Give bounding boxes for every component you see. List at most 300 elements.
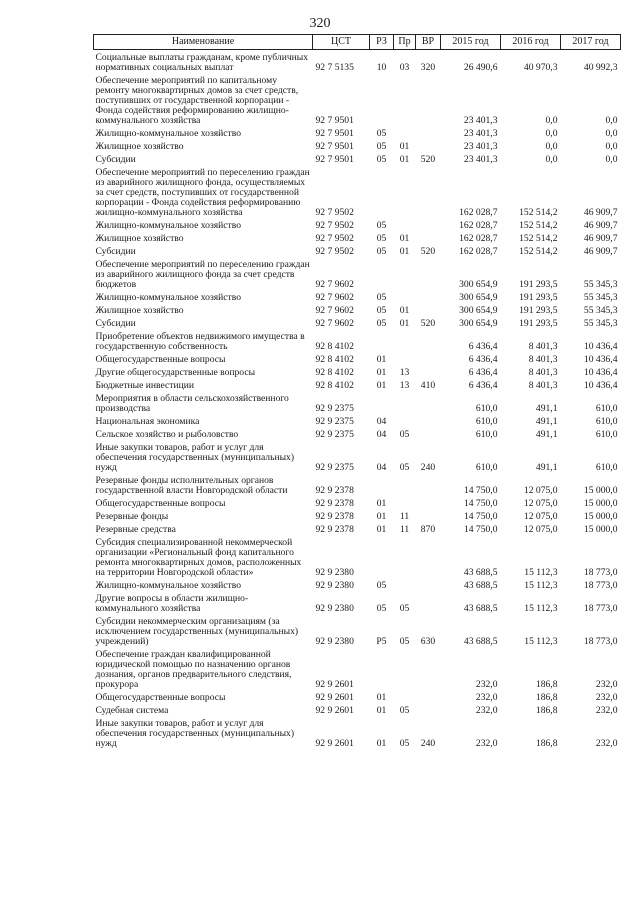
cell-name: Жилищное хозяйство xyxy=(95,141,184,152)
cell-name: Резервные фонды xyxy=(95,511,169,522)
cell-2017: 232,0 xyxy=(595,705,618,716)
cell-name: Субсидия специализированной некоммерческой организации «Региональный фонд капитального ремонта многоквартирных домов, расположенных на территории Новгородской области» xyxy=(95,537,302,578)
cell-2016: 491,1 xyxy=(535,403,558,414)
table-row xyxy=(94,690,621,703)
cell-rz xyxy=(370,73,394,126)
cell-rz: 01 xyxy=(376,498,387,509)
cell-2017: 10 436,4 xyxy=(583,367,618,378)
cell-2016: 191 293,5 xyxy=(519,318,558,329)
table-row xyxy=(94,522,621,535)
header-2016: 2016 год xyxy=(501,35,561,50)
cell-vr: 410 xyxy=(420,380,436,391)
cell-name: Другие вопросы в области жилищно-коммунального хозяйства xyxy=(95,593,249,614)
cell-2015: 232,0 xyxy=(475,679,498,690)
cell-rz: 01 xyxy=(376,705,387,716)
cell-name: Резервные фонды исполнительных органов государственной власти Новгородской области xyxy=(95,475,288,496)
cell-cst: 92 9 2375 xyxy=(315,429,354,440)
cell-pr xyxy=(394,329,416,352)
cell-2016: 191 293,5 xyxy=(519,292,558,303)
cell-2017: 15 000,0 xyxy=(583,485,618,496)
cell-rz: Р5 xyxy=(376,636,387,647)
table-row xyxy=(94,647,621,690)
cell-rz: 05 xyxy=(376,580,387,591)
cell-cst: 92 8 4102 xyxy=(315,354,354,365)
cell-vr xyxy=(416,352,441,365)
cell-2017: 55 345,3 xyxy=(583,318,618,329)
cell-name: Бюджетные инвестиции xyxy=(95,380,194,391)
cell-pr: 01 xyxy=(399,154,410,165)
cell-2016: 186,8 xyxy=(535,738,558,749)
cell-vr xyxy=(416,73,441,126)
cell-2017: 18 773,0 xyxy=(583,603,618,614)
cell-2015: 43 688,5 xyxy=(463,567,498,578)
cell-vr xyxy=(416,218,441,231)
cell-2015: 610,0 xyxy=(475,429,498,440)
budget-table xyxy=(93,34,621,749)
cell-2017: 610,0 xyxy=(595,416,618,427)
cell-vr xyxy=(416,139,441,152)
cell-pr xyxy=(394,578,416,591)
cell-name: Субсидии xyxy=(95,246,136,257)
cell-cst: 92 9 2601 xyxy=(315,692,354,703)
cell-pr xyxy=(394,218,416,231)
cell-2016: 0,0 xyxy=(545,128,558,139)
cell-pr: 05 xyxy=(399,705,410,716)
cell-2015: 610,0 xyxy=(475,462,498,473)
cell-name: Иные закупки товаров, работ и услуг для обеспечения государственных (муниципальных) нужд xyxy=(95,442,295,473)
cell-vr xyxy=(416,690,441,703)
table-row xyxy=(94,316,621,329)
cell-cst: 92 9 2378 xyxy=(315,524,354,535)
cell-vr xyxy=(416,290,441,303)
cell-name: Общегосударственные вопросы xyxy=(95,692,226,703)
cell-rz: 01 xyxy=(376,692,387,703)
table-row xyxy=(94,473,621,496)
cell-name: Общегосударственные вопросы xyxy=(95,354,226,365)
cell-2016: 8 401,3 xyxy=(528,380,558,391)
cell-cst: 92 7 9501 xyxy=(315,154,354,165)
cell-cst: 92 8 4102 xyxy=(315,380,354,391)
cell-rz: 01 xyxy=(376,354,387,365)
cell-pr: 01 xyxy=(399,233,410,244)
cell-cst: 92 8 4102 xyxy=(315,341,354,352)
cell-2016: 152 514,2 xyxy=(519,246,558,257)
table-row xyxy=(94,50,621,74)
cell-vr xyxy=(416,391,441,414)
table-row xyxy=(94,535,621,578)
cell-name: Мероприятия в области сельскохозяйственного производства xyxy=(95,393,289,414)
cell-2017: 15 000,0 xyxy=(583,511,618,522)
table-row xyxy=(94,427,621,440)
cell-cst: 92 9 2375 xyxy=(315,416,354,427)
cell-2015: 6 436,4 xyxy=(468,341,498,352)
cell-2015: 232,0 xyxy=(475,705,498,716)
cell-rz: 05 xyxy=(376,246,387,257)
cell-name: Резервные средства xyxy=(95,524,176,535)
cell-rz: 04 xyxy=(376,462,387,473)
cell-pr xyxy=(394,496,416,509)
cell-name: Другие общегосударственные вопросы xyxy=(95,367,256,378)
cell-cst: 92 7 9602 xyxy=(315,279,354,290)
header-2017: 2017 год xyxy=(561,35,621,50)
cell-cst: 92 7 9501 xyxy=(315,115,354,126)
cell-2015: 23 401,3 xyxy=(463,128,498,139)
table-row xyxy=(94,290,621,303)
header-name: Наименование xyxy=(94,35,313,50)
table-row xyxy=(94,703,621,716)
cell-pr xyxy=(394,647,416,690)
cell-2016: 12 075,0 xyxy=(523,498,558,509)
table-row xyxy=(94,509,621,522)
cell-vr: 320 xyxy=(420,62,436,73)
cell-pr xyxy=(394,414,416,427)
cell-cst: 92 7 9501 xyxy=(315,141,354,152)
cell-2016: 0,0 xyxy=(545,141,558,152)
cell-2015: 300 654,9 xyxy=(459,292,498,303)
cell-rz xyxy=(370,647,394,690)
cell-2017: 0,0 xyxy=(605,128,618,139)
cell-rz: 10 xyxy=(376,62,387,73)
cell-2017: 15 000,0 xyxy=(583,498,618,509)
table-row xyxy=(94,257,621,290)
cell-vr: 520 xyxy=(420,318,436,329)
header-pr: Пр xyxy=(394,35,416,50)
cell-cst: 92 7 9602 xyxy=(315,305,354,316)
cell-2016: 491,1 xyxy=(535,416,558,427)
cell-2017: 0,0 xyxy=(605,115,618,126)
cell-vr xyxy=(416,257,441,290)
cell-name: Жилищно-коммунальное хозяйство xyxy=(95,580,242,591)
cell-2016: 191 293,5 xyxy=(519,305,558,316)
cell-2015: 162 028,7 xyxy=(459,220,498,231)
cell-vr xyxy=(416,427,441,440)
cell-name: Социальные выплаты гражданам, кроме публичных нормативных социальных выплат xyxy=(95,52,309,73)
cell-2015: 26 490,6 xyxy=(463,62,498,73)
cell-pr xyxy=(394,690,416,703)
cell-cst: 92 9 2378 xyxy=(315,498,354,509)
cell-cst: 92 7 5135 xyxy=(315,62,354,73)
cell-2017: 46 909,7 xyxy=(583,246,618,257)
cell-2016: 491,1 xyxy=(535,462,558,473)
table-row xyxy=(94,440,621,473)
cell-2017: 46 909,7 xyxy=(583,233,618,244)
cell-name: Субсидии xyxy=(95,154,136,165)
cell-2016: 186,8 xyxy=(535,692,558,703)
cell-vr xyxy=(416,126,441,139)
cell-pr: 11 xyxy=(399,511,410,522)
cell-pr: 11 xyxy=(399,524,410,535)
cell-name: Иные закупки товаров, работ и услуг для обеспечения государственных (муниципальных) нужд xyxy=(95,718,295,749)
cell-rz: 05 xyxy=(376,141,387,152)
cell-name: Обеспечение граждан квалифицированной юридической помощью по назначению органов дознания, органов предварительного следствия, прокурора xyxy=(95,649,292,690)
page-number: 320 xyxy=(309,16,331,31)
table-row xyxy=(94,414,621,427)
cell-pr: 13 xyxy=(399,380,410,391)
cell-rz: 05 xyxy=(376,128,387,139)
cell-rz: 04 xyxy=(376,429,387,440)
cell-2016: 8 401,3 xyxy=(528,341,558,352)
cell-rz xyxy=(370,391,394,414)
cell-2015: 300 654,9 xyxy=(459,305,498,316)
table-row xyxy=(94,378,621,391)
cell-vr xyxy=(416,303,441,316)
cell-2017: 46 909,7 xyxy=(583,220,618,231)
table-row xyxy=(94,126,621,139)
cell-vr xyxy=(416,329,441,352)
cell-cst: 92 9 2601 xyxy=(315,679,354,690)
cell-pr xyxy=(394,73,416,126)
cell-2017: 232,0 xyxy=(595,738,618,749)
cell-pr: 13 xyxy=(399,367,410,378)
cell-2015: 14 750,0 xyxy=(463,485,498,496)
cell-name: Национальная экономика xyxy=(95,416,200,427)
cell-cst: 92 9 2378 xyxy=(315,485,354,496)
cell-2017: 55 345,3 xyxy=(583,292,618,303)
cell-2017: 10 436,4 xyxy=(583,341,618,352)
cell-vr: 520 xyxy=(420,154,436,165)
cell-pr xyxy=(394,391,416,414)
cell-pr xyxy=(394,126,416,139)
cell-pr xyxy=(394,473,416,496)
cell-name: Сельское хозяйство и рыболовство xyxy=(95,429,239,440)
cell-rz: 05 xyxy=(376,292,387,303)
cell-2015: 14 750,0 xyxy=(463,498,498,509)
cell-2017: 46 909,7 xyxy=(583,207,618,218)
table-row xyxy=(94,152,621,165)
cell-cst: 92 7 9602 xyxy=(315,292,354,303)
cell-vr: 520 xyxy=(420,246,436,257)
cell-2017: 610,0 xyxy=(595,403,618,414)
cell-2015: 610,0 xyxy=(475,403,498,414)
table-body xyxy=(94,50,621,750)
cell-2016: 186,8 xyxy=(535,705,558,716)
table-row xyxy=(94,391,621,414)
cell-cst: 92 9 2375 xyxy=(315,403,354,414)
cell-cst: 92 9 2378 xyxy=(315,511,354,522)
table-row xyxy=(94,139,621,152)
table-row xyxy=(94,352,621,365)
table-row xyxy=(94,591,621,614)
cell-vr xyxy=(416,591,441,614)
cell-pr: 05 xyxy=(399,462,410,473)
cell-2017: 18 773,0 xyxy=(583,636,618,647)
cell-2016: 191 293,5 xyxy=(519,279,558,290)
cell-2017: 15 000,0 xyxy=(583,524,618,535)
cell-2015: 43 688,5 xyxy=(463,636,498,647)
cell-cst: 92 9 2380 xyxy=(315,580,354,591)
cell-cst: 92 7 9501 xyxy=(315,128,354,139)
cell-2016: 15 112,3 xyxy=(524,603,558,614)
cell-2016: 15 112,3 xyxy=(524,636,558,647)
cell-2016: 12 075,0 xyxy=(523,524,558,535)
cell-name: Обеспечение мероприятий по переселению граждан из аварийного жилищного фонда за счет средств бюджетов xyxy=(95,259,310,290)
table-row xyxy=(94,231,621,244)
cell-rz xyxy=(370,329,394,352)
cell-vr xyxy=(416,473,441,496)
cell-2017: 10 436,4 xyxy=(583,354,618,365)
cell-name: Жилищное хозяйство xyxy=(95,305,184,316)
cell-2016: 8 401,3 xyxy=(528,354,558,365)
cell-name: Жилищное хозяйство xyxy=(95,233,184,244)
cell-cst: 92 7 9502 xyxy=(315,220,354,231)
cell-rz xyxy=(370,257,394,290)
cell-rz: 04 xyxy=(376,416,387,427)
cell-rz xyxy=(370,165,394,218)
cell-rz: 05 xyxy=(376,233,387,244)
header-rz: РЗ xyxy=(370,35,394,50)
cell-2015: 23 401,3 xyxy=(463,115,498,126)
cell-vr xyxy=(416,509,441,522)
cell-vr: 870 xyxy=(420,524,436,535)
cell-rz: 05 xyxy=(376,603,387,614)
cell-2017: 55 345,3 xyxy=(583,305,618,316)
cell-2015: 23 401,3 xyxy=(463,154,498,165)
cell-2016: 40 970,3 xyxy=(523,62,558,73)
cell-name: Жилищно-коммунальное хозяйство xyxy=(95,220,242,231)
table-row xyxy=(94,244,621,257)
cell-2017: 610,0 xyxy=(595,462,618,473)
cell-vr xyxy=(416,496,441,509)
cell-2015: 14 750,0 xyxy=(463,524,498,535)
cell-rz xyxy=(370,535,394,578)
cell-vr xyxy=(416,365,441,378)
cell-vr xyxy=(416,703,441,716)
cell-rz: 05 xyxy=(376,318,387,329)
cell-vr xyxy=(416,231,441,244)
cell-2017: 0,0 xyxy=(605,154,618,165)
cell-2017: 232,0 xyxy=(595,692,618,703)
cell-cst: 92 9 2380 xyxy=(315,603,354,614)
cell-pr: 01 xyxy=(399,141,410,152)
cell-pr: 05 xyxy=(399,429,410,440)
cell-2015: 43 688,5 xyxy=(463,580,498,591)
cell-2015: 162 028,7 xyxy=(459,207,498,218)
cell-vr: 240 xyxy=(420,738,436,749)
cell-rz: 01 xyxy=(376,380,387,391)
cell-vr xyxy=(416,414,441,427)
table-row xyxy=(94,165,621,218)
cell-2017: 0,0 xyxy=(605,141,618,152)
cell-pr xyxy=(394,257,416,290)
header-2015: 2015 год xyxy=(441,35,501,50)
table-row xyxy=(94,614,621,647)
cell-pr: 01 xyxy=(399,318,410,329)
cell-pr xyxy=(394,535,416,578)
table-row xyxy=(94,496,621,509)
cell-2016: 15 112,3 xyxy=(524,580,558,591)
cell-rz: 01 xyxy=(376,511,387,522)
cell-2016: 152 514,2 xyxy=(519,220,558,231)
cell-2016: 12 075,0 xyxy=(523,511,558,522)
cell-rz xyxy=(370,473,394,496)
cell-pr: 05 xyxy=(399,738,410,749)
cell-2017: 232,0 xyxy=(595,679,618,690)
cell-cst: 92 9 2601 xyxy=(315,705,354,716)
cell-2015: 300 654,9 xyxy=(459,318,498,329)
table-row xyxy=(94,716,621,749)
table-row xyxy=(94,73,621,126)
cell-cst: 92 7 9602 xyxy=(315,318,354,329)
cell-vr xyxy=(416,647,441,690)
cell-pr: 01 xyxy=(399,246,410,257)
cell-pr: 05 xyxy=(399,636,410,647)
cell-2017: 10 436,4 xyxy=(583,380,618,391)
table-row xyxy=(94,578,621,591)
cell-name: Обеспечение мероприятий по капитальному ремонту многоквартирных домов за счет средств, поступивших от государственной корпорации - Фонда содействия реформированию жилищно-коммунального хозяйства xyxy=(95,75,299,126)
cell-2016: 186,8 xyxy=(535,679,558,690)
table-header-row xyxy=(94,35,621,50)
cell-vr: 240 xyxy=(420,462,436,473)
cell-vr xyxy=(416,578,441,591)
cell-2015: 232,0 xyxy=(475,692,498,703)
cell-2016: 491,1 xyxy=(535,429,558,440)
cell-pr xyxy=(394,165,416,218)
table-row xyxy=(94,365,621,378)
cell-rz: 05 xyxy=(376,305,387,316)
cell-pr: 05 xyxy=(399,603,410,614)
cell-2016: 12 075,0 xyxy=(523,485,558,496)
cell-2015: 43 688,5 xyxy=(463,603,498,614)
cell-pr xyxy=(394,352,416,365)
cell-cst: 92 9 2380 xyxy=(315,636,354,647)
cell-2015: 14 750,0 xyxy=(463,511,498,522)
cell-cst: 92 7 9502 xyxy=(315,207,354,218)
cell-2015: 162 028,7 xyxy=(459,246,498,257)
cell-vr: 630 xyxy=(420,636,436,647)
cell-cst: 92 8 4102 xyxy=(315,367,354,378)
cell-name: Приобретение объектов недвижимого имущества в государственную собственность xyxy=(95,331,305,352)
cell-2016: 0,0 xyxy=(545,115,558,126)
header-vr: ВР xyxy=(416,35,441,50)
cell-vr xyxy=(416,535,441,578)
cell-2015: 23 401,3 xyxy=(463,141,498,152)
cell-cst: 92 7 9502 xyxy=(315,233,354,244)
cell-2016: 152 514,2 xyxy=(519,233,558,244)
cell-vr xyxy=(416,165,441,218)
cell-2015: 300 654,9 xyxy=(459,279,498,290)
cell-rz: 01 xyxy=(376,524,387,535)
cell-name: Жилищно-коммунальное хозяйство xyxy=(95,292,242,303)
cell-2016: 0,0 xyxy=(545,154,558,165)
cell-2015: 6 436,4 xyxy=(468,367,498,378)
cell-rz: 05 xyxy=(376,220,387,231)
cell-rz: 01 xyxy=(376,367,387,378)
cell-pr xyxy=(394,290,416,303)
cell-name: Обеспечение мероприятий по переселению граждан из аварийного жилищного фонда, осуществляемых за счет средств, поступивших от государственной корпорации - Фонда содействия реформированию жилищно-коммунального хозяйства xyxy=(95,167,310,218)
cell-cst: 92 9 2375 xyxy=(315,462,354,473)
cell-2015: 162 028,7 xyxy=(459,233,498,244)
cell-2016: 152 514,2 xyxy=(519,207,558,218)
table-row xyxy=(94,303,621,316)
header-cst: ЦСТ xyxy=(313,35,370,50)
table-row xyxy=(94,329,621,352)
cell-2017: 18 773,0 xyxy=(583,580,618,591)
cell-name: Судебная система xyxy=(95,705,169,716)
cell-2017: 18 773,0 xyxy=(583,567,618,578)
cell-pr: 03 xyxy=(399,62,410,73)
cell-rz: 05 xyxy=(376,154,387,165)
cell-2015: 6 436,4 xyxy=(468,354,498,365)
cell-pr: 01 xyxy=(399,305,410,316)
cell-2017: 40 992,3 xyxy=(583,62,618,73)
cell-2017: 55 345,3 xyxy=(583,279,618,290)
cell-2015: 6 436,4 xyxy=(468,380,498,391)
cell-cst: 92 9 2601 xyxy=(315,738,354,749)
cell-2016: 8 401,3 xyxy=(528,367,558,378)
cell-2015: 610,0 xyxy=(475,416,498,427)
cell-name: Субсидии xyxy=(95,318,136,329)
cell-name: Общегосударственные вопросы xyxy=(95,498,226,509)
